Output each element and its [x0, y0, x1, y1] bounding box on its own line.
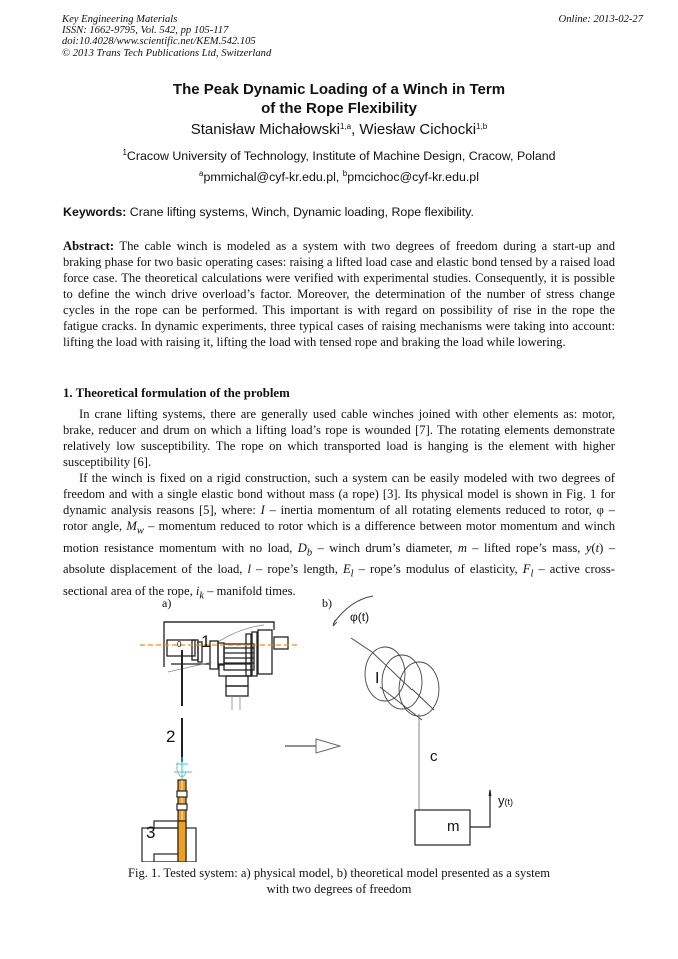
title-line-1: The Peak Dynamic Loading of a Winch in Term [172, 81, 506, 98]
symbol-t: t [595, 540, 600, 555]
email-sup: b [342, 169, 348, 178]
author-list: Stanisław Michałowski$^{1,a}$, Wiesław Cichocki$^{1,b}$ [190, 121, 488, 138]
doi-line: doi:10.4028/www.scientific.net/KEM.542.105 [62, 36, 256, 48]
symbol-Mw: M [126, 519, 137, 533]
part-label-0: 0 [177, 640, 182, 649]
author-affil-sup: 1,b [476, 122, 488, 131]
text-run: – inertia momentum of all rotating elements reduced to rotor, φ – rotor angle, [63, 503, 615, 533]
symbol-l: l [247, 562, 251, 577]
figure-drawing [140, 592, 540, 862]
inertia-label: I [375, 670, 380, 687]
online-date: Online: 2013-02-27 [558, 14, 643, 25]
rotor-angle-label: φ(t) [350, 610, 370, 624]
disp-symbol: y [498, 793, 505, 808]
journal-name: Key Engineering Materials [62, 14, 178, 25]
symbol-Fl: F [522, 562, 531, 577]
spring-label: c [430, 748, 438, 765]
rotor-drawing [333, 596, 491, 845]
mass-label: m [447, 818, 460, 835]
text-run: ) [599, 540, 604, 555]
title-line-2: of the Rope Flexibility [261, 100, 417, 117]
displacement-label [498, 793, 513, 808]
text-run: – manifold times. [204, 583, 296, 598]
caption-line-2: with two degrees of freedom [266, 882, 412, 896]
abstract [63, 238, 615, 350]
issn-line: ISSN: 1662-9795, Vol. 542, pp 105-117 [62, 25, 229, 37]
author-name: Stanisław Michałowski [190, 121, 340, 138]
load-drawing [142, 780, 196, 862]
arrow-icon [285, 739, 340, 753]
affil-sup: 1 [122, 148, 127, 157]
subfig-label-a: a) [162, 596, 172, 610]
symbol-El: E [342, 562, 351, 577]
caption-line-1: Fig. 1. Tested system: a) physical model, b) theoretical model presented as a system [127, 866, 551, 880]
part-label-1: 1 [201, 632, 211, 651]
email-link[interactable]: pmcichoc@cyf-kr.edu.pl [347, 170, 479, 184]
keywords-text: Crane lifting systems, Winch, Dynamic loading, Rope flexibility. [126, 205, 474, 219]
symbol-Db: D [297, 540, 307, 555]
subfig-label-b: b) [322, 596, 332, 610]
author-name: Wiesław Cichocki [359, 121, 477, 138]
paper-title [0, 80, 678, 118]
keywords-label: Keywords: [63, 205, 127, 219]
figure-1 [140, 592, 540, 862]
symbol-y: y [585, 540, 592, 555]
section-heading: 1. Theoretical formulation of the problem [63, 386, 290, 400]
abstract-label: Abstract: [63, 239, 115, 253]
email-list: $^a$pmmichal@cyf-kr.edu.pl, $^b$pmcichoc@cyf-kr.edu.pl [199, 169, 479, 184]
text-run: – momentum reduced to rotor which is a difference between motor momentum and winch motion resistance momentum with no load, [63, 519, 616, 555]
email-link[interactable]: pmmichal@cyf-kr.edu.pl [203, 170, 336, 184]
subscript: w [136, 525, 144, 537]
affil-text: Cracow University of Technology, Institute of Machine Design, Cracow, Poland [126, 149, 556, 163]
text-run: – winch drum’s diameter, [312, 540, 458, 555]
symbol-m: m [457, 540, 467, 555]
text-run: If the winch is fixed on a rigid construction, such a system can be easily modeled with two degrees of freedom and with a single elastic bond without mass (a rope) [3]. Its physical model is shown in Fig. 1 for dynamic analysis reasons [5], where: [63, 471, 615, 517]
subscript: l [530, 568, 534, 580]
disp-sub: (t) [504, 797, 513, 807]
subscript: b [306, 547, 313, 559]
part-label-3: 3 [146, 823, 156, 842]
keywords [63, 205, 474, 219]
body-paragraph-1: In crane lifting systems, there are generally used cable winches joined with other elements as: motor, brake, reducer and drum on which a lifting load’s rope is wounded [7]. The rotating elements demonstrate relatively low susceptibility. The rope on which transported load is hanging is the element with higher susceptibility [6]. [63, 407, 615, 469]
subscript: l [350, 568, 354, 580]
affiliation [0, 149, 678, 163]
text-run: ( [591, 540, 596, 555]
text-run: – rope’s length, [250, 562, 343, 577]
subscript: k [199, 590, 205, 602]
abstract-text: The cable winch is modeled as a system with two degrees of freedom during a start-up and braking phase for two basic operating cases: raising a lifted load case and elastic bond tensed by a raised load force case. The theoretical calculations were verified with experimental studies. Consequently, it is possible to define the winch drive overload’s factor. Moreover, the determination of the number of stress change cycles in the rope can be performed. This important is with regard on possibility of rise in the rope the fatigue cracks. In dynamic experiments, three typical cases of raising mechanisms were taking into account: lifting the load with raising it, lifting the load with tensed rope and braking the load while lowering. [63, 239, 615, 349]
copyright-line: © 2013 Trans Tech Publications Ltd, Switzerland [62, 47, 272, 59]
text-run: – active cross-sectional area of the rope, [63, 562, 615, 598]
email-sup: a [199, 169, 204, 178]
symbol-I: I [260, 503, 265, 517]
text-run: – lifted rope’s mass, [466, 540, 586, 555]
figure-caption [0, 865, 678, 897]
text-run: – absolute displacement of the load, [63, 540, 615, 577]
author-affil-sup: 1,a [339, 122, 352, 131]
symbol-ik: i [195, 583, 200, 598]
part-label-2: 2 [166, 727, 176, 746]
body-paragraph-2 [63, 470, 615, 604]
journal-header [62, 14, 271, 59]
text-run: – rope’s modulus of elasticity, [353, 562, 523, 577]
